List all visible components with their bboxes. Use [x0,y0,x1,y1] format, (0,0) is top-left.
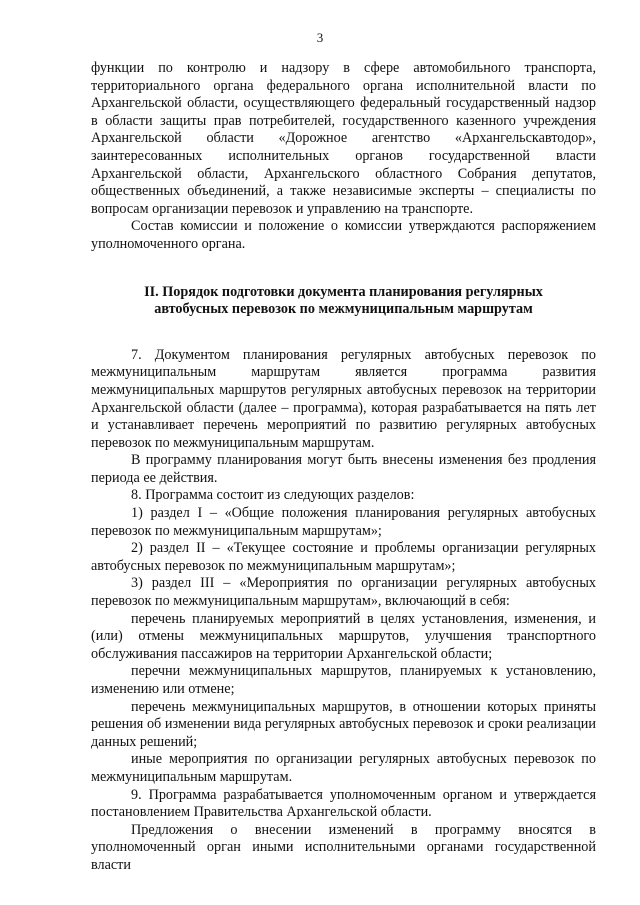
list-item-section-2: 2) раздел II – «Текущее состояние и проблемы организации регулярных автобусных перевозок по межмуниципальным маршрутам»; [91,540,596,574]
paragraph-item-8: 8. Программа состоит из следующих разделов: [131,487,415,504]
sublist-planned-measures: перечень планируемых мероприятий в целях установления, изменения, и (или) отмены межмуниципальных маршрутов, улучшения транспортного обслуживания пассажиров на территории Архангельской области; [91,610,596,662]
section-heading-line-2: автобусных перевозок по межмуниципальным маршрутам [154,301,533,318]
sublist-other-measures: иные мероприятия по организации регулярных автобусных перевозок по межмуниципальным маршрутам. [91,751,596,785]
paragraph-item-9: 9. Программа разрабатывается уполномоченным органом и утверждается постановлением Правительства Архангельской области. [91,786,596,821]
sublist-route-type-changes: перечень межмуниципальных маршрутов, в отношении которых приняты решения об изменении вида регулярных автобусных перевозок и сроки реализации данных решений; [91,698,596,750]
paragraph-change-proposals: Предложения о внесении изменений в программу вносятся в уполномоченный орган иными исполнительными органами государственной власти [91,821,596,873]
paragraph-continuation: функции по контролю и надзору в сфере автомобильного транспорта, территориального органа федерального органа исполнительной власти по Архангельской области, осуществляющего федеральный государственный надзор в области защиты прав потребителей, государственного казенного учреждения Архангельской области «Дорожное агентство «Архангельскавтодор», заинтересованных исполнительных органов государственной власти Архангельской области, Архангельского областного Собрания депутатов, общественных объединений, а также независимые эксперты – специалисты по вопросам организации перевозок и управлению на транспорте. [91,60,596,217]
section-heading [91,284,596,319]
document-body [91,60,596,875]
paragraph-item-7: 7. Документом планирования регулярных автобусных перевозок по межмуниципальным маршрутам является программа развития межмуниципальных маршрутов регулярных автобусных перевозок на территории Архангельской области (далее – программа), которая разрабатывается на пять лет и устанавливает перечень мероприятий по развитию регулярных автобусных перевозок по межмуниципальным маршрутам. [91,346,596,451]
list-item-section-3: 3) раздел III – «Мероприятия по организации регулярных автобусных перевозок по межмуниципальным маршрутам», включающий в себя: [91,575,596,610]
page-number: 3 [316,30,324,45]
section-heading-line-1: II. Порядок подготовки документа планирования регулярных [144,283,543,300]
paragraph-commission-composition: Состав комиссии и положение о комиссии утверждаются распоряжением уполномоченного органа. [91,218,596,252]
paragraph-program-changes: В программу планирования могут быть внесены изменения без продления периода ее действия. [91,452,596,486]
list-item-section-1: 1) раздел I – «Общие положения планирования регулярных автобусных перевозок по межмуниципальным маршрутам»; [91,505,596,539]
sublist-route-lists: перечни межмуниципальных маршрутов, планируемых к установлению, изменению или отмене; [91,663,596,697]
